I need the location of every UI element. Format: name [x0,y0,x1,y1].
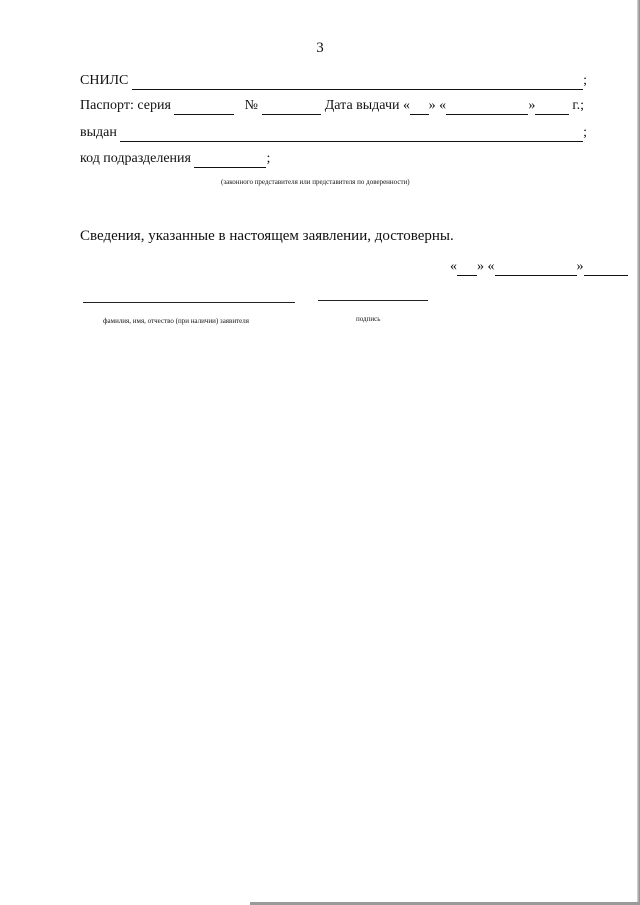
division-code-end: ; [266,151,271,166]
signature-line[interactable] [318,300,428,301]
signature-caption: подпись [356,315,381,323]
statement-text: Сведения, указанные в настоящем заявлении, достоверны. [80,228,454,244]
passport-month-field[interactable] [446,99,528,115]
sign-date-open: « [450,259,457,274]
sign-date-row [450,258,628,276]
passport-date-label: Дата выдачи « [324,98,410,113]
passport-number-sign: № [244,98,258,113]
passport-row [80,97,584,115]
passport-year-field[interactable] [535,99,569,115]
snils-row [80,72,587,90]
page-number: 3 [316,40,324,56]
full-name-caption: фамилия, имя, отчество (при наличии) заявителя [103,317,249,325]
issued-label: выдан [80,125,117,140]
division-code-row [80,150,270,168]
passport-date-sep: » « [428,98,447,113]
sign-year-field[interactable] [584,260,629,276]
division-code-field[interactable] [194,152,266,168]
sign-month-field[interactable] [495,260,577,276]
sign-date-sep: » « [477,259,495,274]
snils-field[interactable] [132,74,583,90]
passport-series-field[interactable] [174,99,234,115]
sign-day-field[interactable] [457,260,477,276]
issued-end: ; [583,125,587,140]
sign-date-close: » [576,259,584,274]
full-name-line[interactable] [83,302,295,303]
passport-series-label: Паспорт: серия [80,98,171,113]
representative-note: (законного представителя или представителя по доверенности) [221,178,410,186]
passport-date-close: » [528,98,536,113]
issued-field[interactable] [120,126,583,142]
passport-number-field[interactable] [262,99,322,115]
snils-label: СНИЛС [80,73,129,88]
passport-day-field[interactable] [410,99,429,115]
snils-end: ; [583,73,587,88]
issued-row [80,124,587,142]
passport-year-suffix: г.; [572,98,584,113]
division-code-label: код подразделения [80,151,191,166]
